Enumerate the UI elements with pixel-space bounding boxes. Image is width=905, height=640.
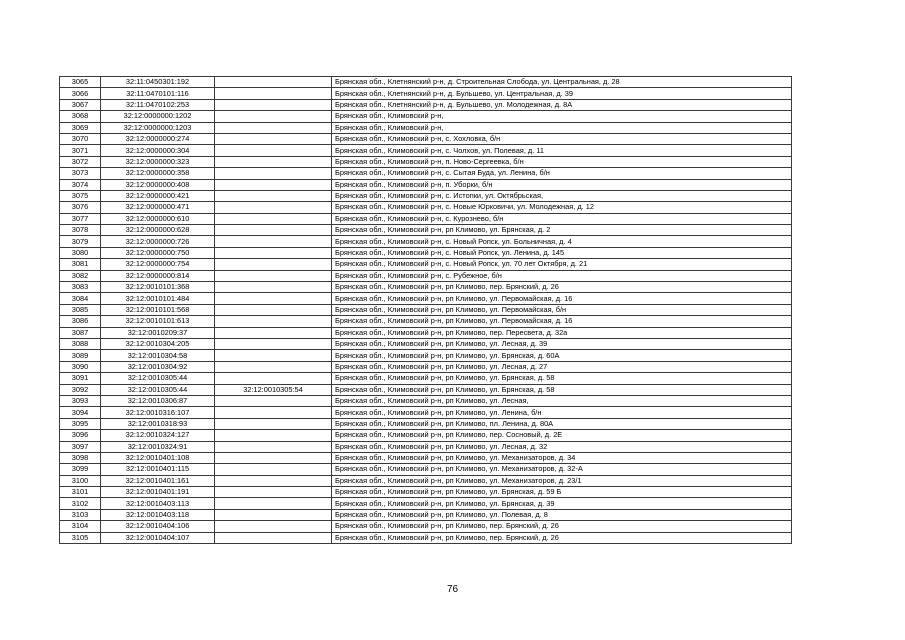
row-number-cell: 3075 [60, 190, 101, 201]
previous-cadastral-number-cell [215, 316, 332, 327]
table-row [60, 373, 792, 384]
row-number-cell: 3073 [60, 168, 101, 179]
row-number-cell: 3105 [60, 532, 101, 543]
table-row [60, 418, 792, 429]
cadastral-number-cell: 32:12:0000000:274 [101, 133, 215, 144]
previous-cadastral-number-cell [215, 270, 332, 281]
table-row [60, 111, 792, 122]
row-number-cell: 3098 [60, 452, 101, 463]
address-cell: Брянская обл., Климовский р-н, рп Климово, пер. Пересвета, д. 32а [332, 327, 792, 338]
table-row [60, 133, 792, 144]
row-number-cell: 3086 [60, 316, 101, 327]
address-cell: Брянская обл., Климовский р-н, рп Климово, ул. Полевая, д. 8 [332, 509, 792, 520]
row-number-cell: 3082 [60, 270, 101, 281]
table-row [60, 498, 792, 509]
address-cell: Брянская обл., Климовский р-н, рп Климово, ул. Брянская, д. 60А [332, 350, 792, 361]
address-cell: Брянская обл., Климовский р-н, с. Рубежное, б/н [332, 270, 792, 281]
address-cell: Брянская обл., Климовский р-н, рп Климово, ул. Брянская, д. 59 Б [332, 487, 792, 498]
row-number-cell: 3090 [60, 361, 101, 372]
row-number-cell: 3096 [60, 430, 101, 441]
address-cell: Брянская обл., Климовский р-н, [332, 111, 792, 122]
table-row [60, 532, 792, 543]
previous-cadastral-number-cell [215, 475, 332, 486]
address-cell: Брянская обл., Климовский р-н, рп Климово, ул. Лесная, д. 39 [332, 338, 792, 349]
cadastral-number-cell: 32:12:0000000:1202 [101, 111, 215, 122]
row-number-cell: 3094 [60, 407, 101, 418]
cadastral-number-cell: 32:12:0010404:107 [101, 532, 215, 543]
previous-cadastral-number-cell [215, 304, 332, 315]
page-number: 76 [446, 584, 459, 595]
cadastral-number-cell: 32:12:0010305:44 [101, 384, 215, 395]
previous-cadastral-number-cell [215, 350, 332, 361]
previous-cadastral-number-cell [215, 202, 332, 213]
address-cell: Брянская обл., Климовский р-н, с. Хохловка, б/н [332, 133, 792, 144]
row-number-cell: 3093 [60, 395, 101, 406]
cadastral-number-cell: 32:12:0010401:115 [101, 464, 215, 475]
previous-cadastral-number-cell [215, 213, 332, 224]
address-cell: Брянская обл., Климовский р-н, рп Климово, пер. Брянский, д. 26 [332, 521, 792, 532]
cadastral-number-cell: 32:12:0000000:610 [101, 213, 215, 224]
cadastral-number-cell: 32:12:0000000:726 [101, 236, 215, 247]
previous-cadastral-number-cell: 32:12:0010305:54 [215, 384, 332, 395]
table-row [60, 190, 792, 201]
row-number-cell: 3089 [60, 350, 101, 361]
address-cell: Брянская обл., Клетнянский р-н, д. Бульшево, ул. Молодежная, д. 8А [332, 99, 792, 110]
previous-cadastral-number-cell [215, 532, 332, 543]
cadastral-number-cell: 32:12:0000000:814 [101, 270, 215, 281]
address-cell: Брянская обл., Климовский р-н, рп Климово, ул. Ленина, б/н [332, 407, 792, 418]
row-number-cell: 3076 [60, 202, 101, 213]
previous-cadastral-number-cell [215, 395, 332, 406]
row-number-cell: 3095 [60, 418, 101, 429]
previous-cadastral-number-cell [215, 373, 332, 384]
previous-cadastral-number-cell [215, 361, 332, 372]
row-number-cell: 3091 [60, 373, 101, 384]
row-number-cell: 3088 [60, 338, 101, 349]
table-row [60, 236, 792, 247]
address-cell: Брянская обл., Климовский р-н, рп Климово, ул. Брянская, д. 58 [332, 373, 792, 384]
row-number-cell: 3067 [60, 99, 101, 110]
data-table [59, 76, 792, 544]
previous-cadastral-number-cell [215, 327, 332, 338]
table-row [60, 384, 792, 395]
cadastral-number-cell: 32:12:0010324:127 [101, 430, 215, 441]
address-cell: Брянская обл., Климовский р-н, с. Истопки, ул. Октябрьская, [332, 190, 792, 201]
row-number-cell: 3081 [60, 259, 101, 270]
table-row [60, 213, 792, 224]
address-cell: Брянская обл., Климовский р-н, рп Климово, ул. Первомайская, д. 16 [332, 293, 792, 304]
previous-cadastral-number-cell [215, 293, 332, 304]
previous-cadastral-number-cell [215, 179, 332, 190]
address-cell: Брянская обл., Клетнянский р-н, д. Строительная Слобода, ул. Центральная, д. 28 [332, 77, 792, 88]
address-cell: Брянская обл., Клетнянский р-н, д. Бульшево, ул. Центральная, д. 39 [332, 88, 792, 99]
table-row [60, 361, 792, 372]
cadastral-number-cell: 32:12:0000000:1203 [101, 122, 215, 133]
previous-cadastral-number-cell [215, 338, 332, 349]
previous-cadastral-number-cell [215, 225, 332, 236]
address-cell: Брянская обл., Климовский р-н, с. Новый Ропск, ул. 70 лет Октября, д. 21 [332, 259, 792, 270]
cadastral-number-cell: 32:12:0010304:58 [101, 350, 215, 361]
table-row [60, 475, 792, 486]
address-cell: Брянская обл., Климовский р-н, рп Климово, ул. Первомайская, б/н [332, 304, 792, 315]
previous-cadastral-number-cell [215, 441, 332, 452]
address-cell: Брянская обл., Климовский р-н, рп Климово, пер. Сосновый, д. 2Е [332, 430, 792, 441]
previous-cadastral-number-cell [215, 498, 332, 509]
previous-cadastral-number-cell [215, 168, 332, 179]
cadastral-number-cell: 32:12:0000000:408 [101, 179, 215, 190]
row-number-cell: 3103 [60, 509, 101, 520]
table-row [60, 122, 792, 133]
table-row [60, 487, 792, 498]
previous-cadastral-number-cell [215, 145, 332, 156]
cadastral-number-cell: 32:12:0010401:191 [101, 487, 215, 498]
row-number-cell: 3100 [60, 475, 101, 486]
previous-cadastral-number-cell [215, 122, 332, 133]
previous-cadastral-number-cell [215, 156, 332, 167]
cadastral-number-cell: 32:12:0010403:118 [101, 509, 215, 520]
address-cell: Брянская обл., Климовский р-н, рп Климово, ул. Механизаторов, д. 32-А [332, 464, 792, 475]
row-number-cell: 3101 [60, 487, 101, 498]
table-row [60, 99, 792, 110]
address-cell: Брянская обл., Климовский р-н, с. Курознево, б/н [332, 213, 792, 224]
cadastral-number-cell: 32:12:0000000:754 [101, 259, 215, 270]
table-row [60, 77, 792, 88]
table-row [60, 509, 792, 520]
previous-cadastral-number-cell [215, 77, 332, 88]
row-number-cell: 3097 [60, 441, 101, 452]
table-row [60, 521, 792, 532]
previous-cadastral-number-cell [215, 282, 332, 293]
cadastral-number-cell: 32:12:0010318:93 [101, 418, 215, 429]
row-number-cell: 3084 [60, 293, 101, 304]
row-number-cell: 3071 [60, 145, 101, 156]
table-row [60, 407, 792, 418]
table-row [60, 327, 792, 338]
cadastral-number-cell: 32:12:0010324:91 [101, 441, 215, 452]
address-cell: Брянская обл., Климовский р-н, с. Сытая Буда, ул. Ленина, б/н [332, 168, 792, 179]
cadastral-number-cell: 32:11:0470102:253 [101, 99, 215, 110]
address-cell: Брянская обл., Климовский р-н, рп Климово, ул. Механизаторов, д. 34 [332, 452, 792, 463]
table-row [60, 145, 792, 156]
previous-cadastral-number-cell [215, 88, 332, 99]
row-number-cell: 3092 [60, 384, 101, 395]
table-row [60, 293, 792, 304]
table-row [60, 282, 792, 293]
previous-cadastral-number-cell [215, 521, 332, 532]
row-number-cell: 3102 [60, 498, 101, 509]
table-row [60, 430, 792, 441]
previous-cadastral-number-cell [215, 464, 332, 475]
table-row [60, 225, 792, 236]
address-cell: Брянская обл., Климовский р-н, рп Климово, ул. Брянская, д. 39 [332, 498, 792, 509]
address-cell: Брянская обл., Климовский р-н, рп Климово, ул. Брянская, д. 58 [332, 384, 792, 395]
previous-cadastral-number-cell [215, 247, 332, 258]
previous-cadastral-number-cell [215, 133, 332, 144]
table-body [60, 77, 792, 544]
address-cell: Брянская обл., Климовский р-н, п. Ново-Сергеевка, б/н [332, 156, 792, 167]
previous-cadastral-number-cell [215, 99, 332, 110]
address-cell: Брянская обл., Климовский р-н, рп Климово, ул. Механизаторов, д. 23/1 [332, 475, 792, 486]
address-cell: Брянская обл., Климовский р-н, рп Климово, ул. Первомайская, д. 16 [332, 316, 792, 327]
row-number-cell: 3080 [60, 247, 101, 258]
table-row [60, 316, 792, 327]
row-number-cell: 3072 [60, 156, 101, 167]
previous-cadastral-number-cell [215, 111, 332, 122]
row-number-cell: 3099 [60, 464, 101, 475]
previous-cadastral-number-cell [215, 452, 332, 463]
address-cell: Брянская обл., Климовский р-н, п. Уборки, б/н [332, 179, 792, 190]
cadastral-number-cell: 32:12:0010316:107 [101, 407, 215, 418]
cadastral-number-cell: 32:11:0470101:116 [101, 88, 215, 99]
row-number-cell: 3077 [60, 213, 101, 224]
address-cell: Брянская обл., Климовский р-н, [332, 122, 792, 133]
row-number-cell: 3083 [60, 282, 101, 293]
previous-cadastral-number-cell [215, 190, 332, 201]
table-row [60, 350, 792, 361]
row-number-cell: 3070 [60, 133, 101, 144]
address-cell: Брянская обл., Климовский р-н, с. Новые Юрковичи, ул. Молодежная, д. 12 [332, 202, 792, 213]
previous-cadastral-number-cell [215, 407, 332, 418]
row-number-cell: 3085 [60, 304, 101, 315]
previous-cadastral-number-cell [215, 418, 332, 429]
address-cell: Брянская обл., Климовский р-н, с. Новый Ропск, ул. Ленина, д. 145 [332, 247, 792, 258]
row-number-cell: 3068 [60, 111, 101, 122]
row-number-cell: 3079 [60, 236, 101, 247]
cadastral-number-cell: 32:12:0010305:44 [101, 373, 215, 384]
row-number-cell: 3066 [60, 88, 101, 99]
cadastral-number-cell: 32:12:0010401:161 [101, 475, 215, 486]
cadastral-number-cell: 32:12:0010401:108 [101, 452, 215, 463]
cadastral-number-cell: 32:12:0010101:484 [101, 293, 215, 304]
table-row [60, 156, 792, 167]
table-row [60, 88, 792, 99]
cadastral-number-cell: 32:12:0000000:323 [101, 156, 215, 167]
row-number-cell: 3065 [60, 77, 101, 88]
table-row [60, 270, 792, 281]
row-number-cell: 3087 [60, 327, 101, 338]
table-row [60, 338, 792, 349]
previous-cadastral-number-cell [215, 487, 332, 498]
address-cell: Брянская обл., Климовский р-н, рп Климово, ул. Лесная, [332, 395, 792, 406]
cadastral-number-cell: 32:12:0010304:92 [101, 361, 215, 372]
previous-cadastral-number-cell [215, 236, 332, 247]
table-row [60, 259, 792, 270]
table-row [60, 464, 792, 475]
address-cell: Брянская обл., Климовский р-н, рп Климово, ул. Брянская, д. 2 [332, 225, 792, 236]
cadastral-number-cell: 32:12:0000000:421 [101, 190, 215, 201]
cadastral-number-cell: 32:12:0010304:205 [101, 338, 215, 349]
address-cell: Брянская обл., Климовский р-н, рп Климово, пер. Брянский, д. 26 [332, 282, 792, 293]
row-number-cell: 3078 [60, 225, 101, 236]
cadastral-number-cell: 32:12:0000000:628 [101, 225, 215, 236]
row-number-cell: 3104 [60, 521, 101, 532]
previous-cadastral-number-cell [215, 259, 332, 270]
cadastral-number-cell: 32:12:0000000:358 [101, 168, 215, 179]
cadastral-number-cell: 32:11:0450301:192 [101, 77, 215, 88]
address-cell: Брянская обл., Климовский р-н, с. Чолхов, ул. Полевая, д. 11 [332, 145, 792, 156]
row-number-cell: 3069 [60, 122, 101, 133]
table-row [60, 202, 792, 213]
previous-cadastral-number-cell [215, 509, 332, 520]
cadastral-number-cell: 32:12:0000000:304 [101, 145, 215, 156]
address-cell: Брянская обл., Климовский р-н, рп Климово, пл. Ленина, д. 80А [332, 418, 792, 429]
cadastral-number-cell: 32:12:0000000:750 [101, 247, 215, 258]
address-cell: Брянская обл., Климовский р-н, с. Новый Ропск, ул. Больничная, д. 4 [332, 236, 792, 247]
table-row [60, 179, 792, 190]
table-row [60, 395, 792, 406]
table-row [60, 441, 792, 452]
address-cell: Брянская обл., Климовский р-н, рп Климово, ул. Лесная, д. 32 [332, 441, 792, 452]
row-number-cell: 3074 [60, 179, 101, 190]
table-row [60, 452, 792, 463]
cadastral-number-cell: 32:12:0010101:368 [101, 282, 215, 293]
cadastral-number-cell: 32:12:0010404:106 [101, 521, 215, 532]
table-row [60, 168, 792, 179]
table-row [60, 247, 792, 258]
address-cell: Брянская обл., Климовский р-н, рп Климово, пер. Брянский, д. 26 [332, 532, 792, 543]
cadastral-number-cell: 32:12:0010101:568 [101, 304, 215, 315]
address-cell: Брянская обл., Климовский р-н, рп Климово, ул. Лесная, д. 27 [332, 361, 792, 372]
cadastral-number-cell: 32:12:0010101:613 [101, 316, 215, 327]
cadastral-number-cell: 32:12:0010306:87 [101, 395, 215, 406]
cadastral-number-cell: 32:12:0010403:113 [101, 498, 215, 509]
previous-cadastral-number-cell [215, 430, 332, 441]
cadastral-number-cell: 32:12:0000000:471 [101, 202, 215, 213]
table-row [60, 304, 792, 315]
cadastral-number-cell: 32:12:0010209:37 [101, 327, 215, 338]
